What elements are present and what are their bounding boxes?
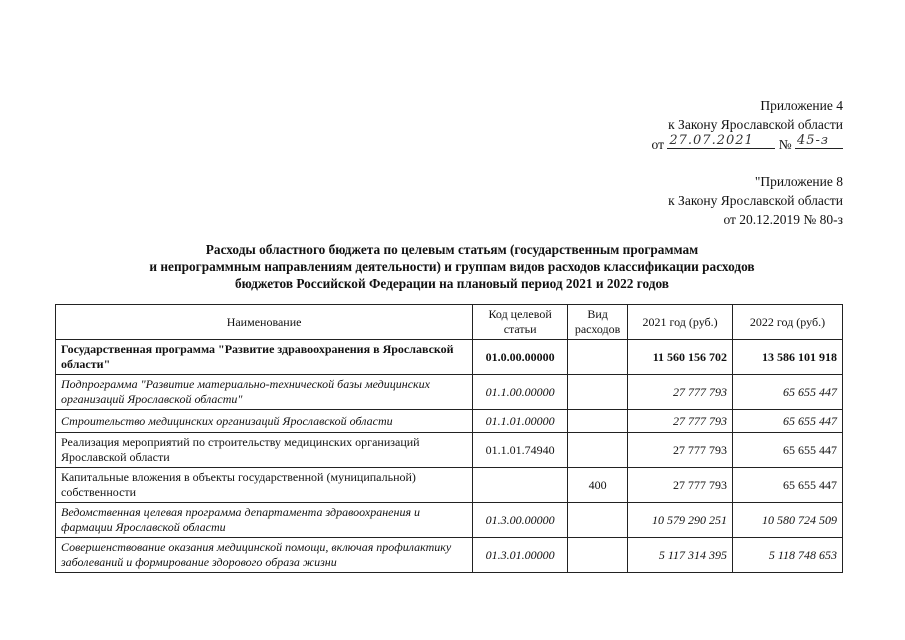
row-2021: 5 117 314 395 [628, 538, 733, 573]
title-line-1: Расходы областного бюджета по целевым статьям (государственным программам [205, 242, 699, 257]
row-2021: 27 777 793 [628, 433, 733, 468]
row-2022: 65 655 447 [733, 433, 843, 468]
row-2021: 27 777 793 [628, 468, 733, 503]
row-code: 01.3.01.00000 [473, 538, 568, 573]
annex-8-law: к Закону Ярославской области [668, 193, 843, 208]
row-name: Подпрограмма "Развитие материально-технической базы медицинских организаций Ярославской области" [56, 375, 473, 410]
row-2022: 10 580 724 509 [733, 503, 843, 538]
header-2022: 2022 год (руб.) [733, 305, 843, 340]
row-2021: 10 579 290 251 [628, 503, 733, 538]
table-header-row [56, 305, 843, 340]
row-vid [568, 375, 628, 410]
annex-4-title: Приложение 4 [760, 98, 843, 113]
row-2022: 65 655 447 [733, 375, 843, 410]
table-row [56, 375, 843, 410]
table-row [56, 410, 843, 433]
table-row [56, 433, 843, 468]
row-vid [568, 538, 628, 573]
annex-8-date: от 20.12.2019 № 80-з [723, 212, 843, 227]
row-2022: 5 118 748 653 [733, 538, 843, 573]
row-name: Совершенствование оказания медицинской помощи, включая профилактику заболеваний и формирование здорового образа жизни [56, 538, 473, 573]
row-code: 01.0.00.00000 [473, 340, 568, 375]
budget-table [55, 304, 843, 573]
annex-4-header [652, 96, 844, 154]
row-name: Реализация мероприятий по строительству медицинских организаций Ярославской области [56, 433, 473, 468]
row-name: Государственная программа "Развитие здравоохранения в Ярославской области" [56, 340, 473, 375]
handwritten-date-field [667, 134, 775, 149]
row-name: Ведомственная целевая программа департамента здравоохранения и фармации Ярославской области [56, 503, 473, 538]
row-vid [568, 340, 628, 375]
row-vid [568, 503, 628, 538]
handwritten-number-field [795, 134, 843, 149]
header-name: Наименование [56, 305, 473, 340]
annex-8-header [668, 172, 843, 229]
handwritten-number: 45-з [797, 133, 830, 148]
table-row [56, 538, 843, 573]
header-vid: Вид расходов [568, 305, 628, 340]
row-vid [568, 410, 628, 433]
row-code: 01.3.00.00000 [473, 503, 568, 538]
document-title [60, 241, 844, 292]
row-2021: 27 777 793 [628, 410, 733, 433]
number-label: № [778, 137, 792, 152]
row-code: 01.1.01.00000 [473, 410, 568, 433]
title-line-3: бюджетов Российской Федерации на плановый период 2021 и 2022 годов [235, 276, 669, 291]
row-code: 01.1.01.74940 [473, 433, 568, 468]
handwritten-date: 27.07.2021 [669, 133, 754, 148]
annex-4-date-number [652, 134, 844, 154]
row-vid: 400 [568, 468, 628, 503]
row-2021: 27 777 793 [628, 375, 733, 410]
row-2022: 65 655 447 [733, 468, 843, 503]
row-2022: 65 655 447 [733, 410, 843, 433]
annex-4-law: к Закону Ярославской области [668, 117, 843, 132]
row-name: Капитальные вложения в объекты государственной (муниципальной) собственности [56, 468, 473, 503]
row-2021: 11 560 156 702 [628, 340, 733, 375]
title-line-2: и непрограммным направлениям деятельности) и группам видов расходов классификации расходов [149, 259, 755, 274]
table-row [56, 340, 843, 375]
table-row [56, 468, 843, 503]
row-code: 01.1.00.00000 [473, 375, 568, 410]
table-row [56, 503, 843, 538]
header-2021: 2021 год (руб.) [628, 305, 733, 340]
header-code: Код целевой статьи [473, 305, 568, 340]
row-vid [568, 433, 628, 468]
row-2022: 13 586 101 918 [733, 340, 843, 375]
row-code [473, 468, 568, 503]
from-label: от [651, 137, 664, 152]
row-name: Строительство медицинских организаций Ярославской области [56, 410, 473, 433]
annex-8-title: "Приложение 8 [754, 174, 843, 189]
